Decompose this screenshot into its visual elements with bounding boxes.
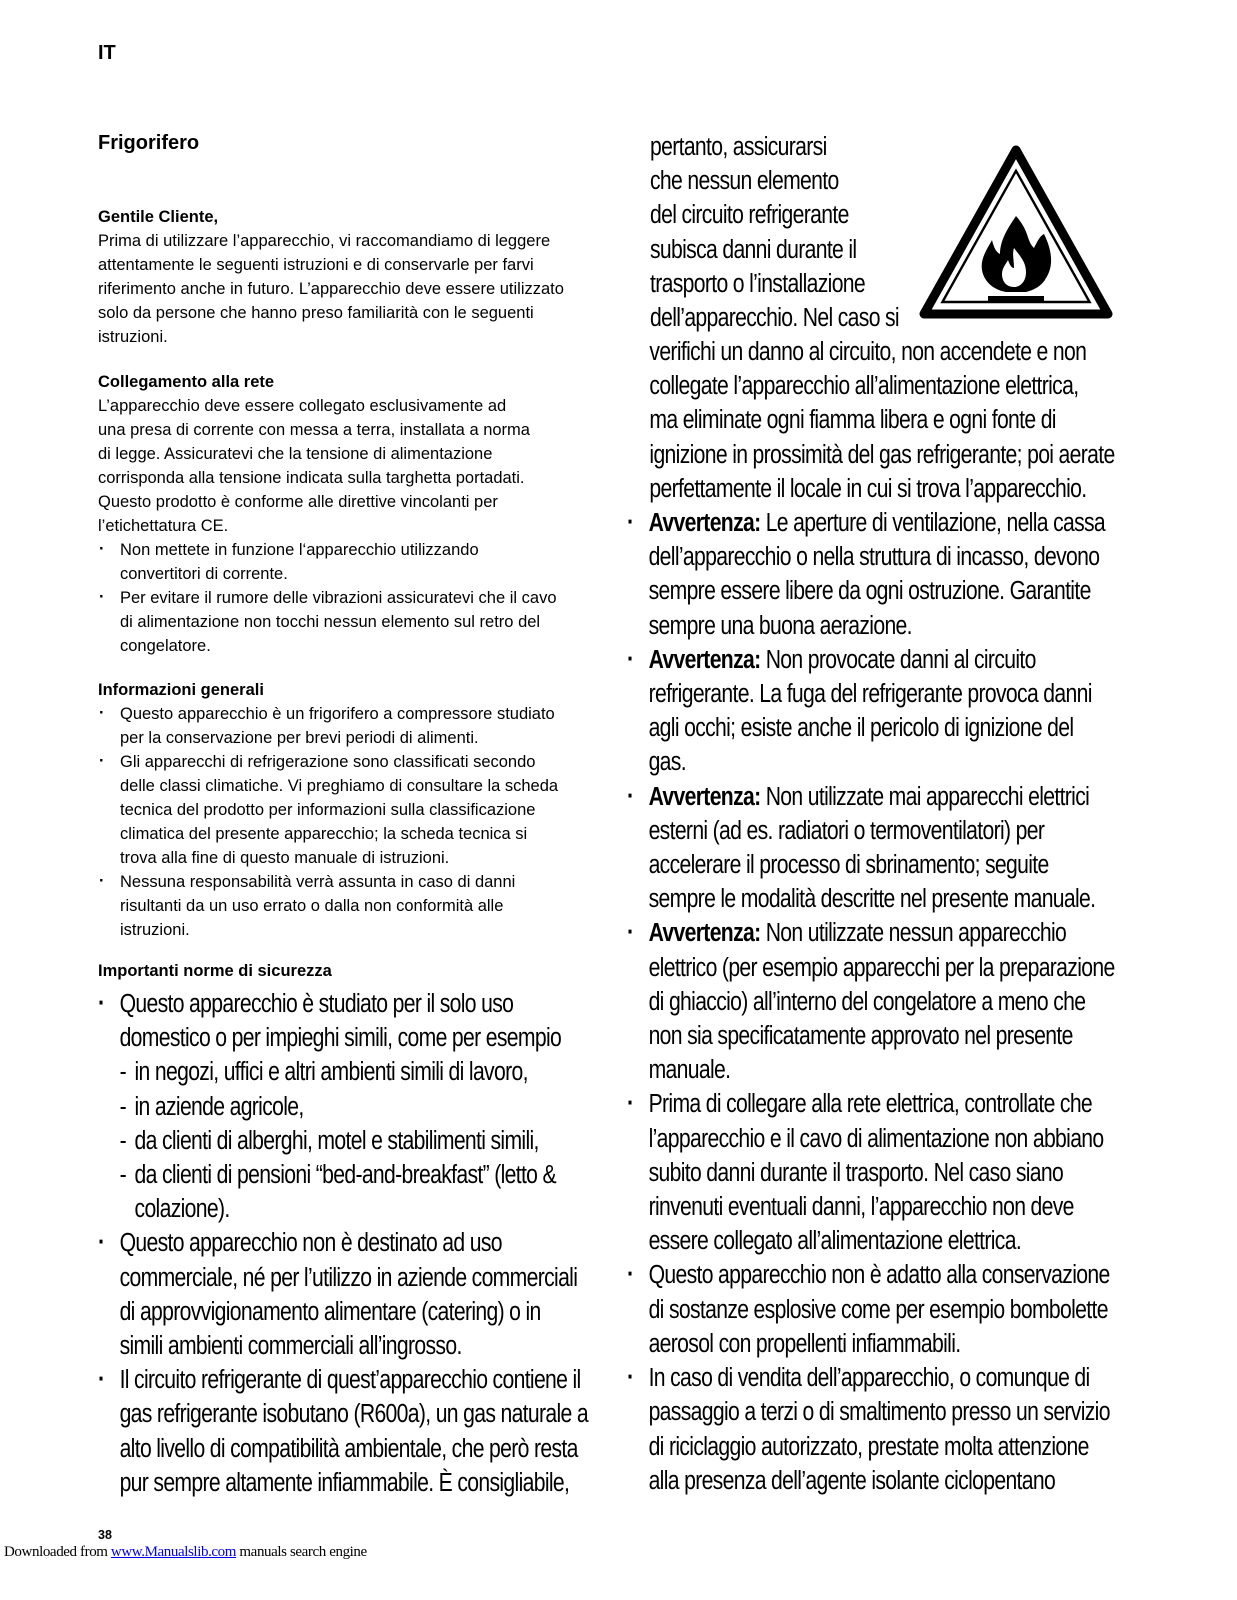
list-item-line: subito danni durante il trasporto. Nel caso siano [648, 1158, 1064, 1187]
connection-line: Questo prodotto è conforme alle direttive vincolanti per [98, 493, 498, 511]
list-item-line: accelerare il processo di sbrinamento; seguite [648, 851, 1049, 880]
list-item-line: commerciale, né per l’utilizzo in aziende commerciali [119, 1263, 578, 1292]
list-item-line: trova alla fine di questo manuale di istruzioni. [120, 849, 450, 867]
list-item-line: risultanti da un uso errato o dalla non conformità alle [120, 897, 504, 915]
greeting-line: Prima di utilizzare l’apparecchio, vi raccomandiamo di leggere [98, 232, 551, 250]
list-item-line: di riciclaggio autorizzato, prestate molta attenzione [648, 1432, 1089, 1461]
text-line: del circuito refrigerante [650, 201, 849, 230]
list-item [627, 916, 1117, 1087]
list-item-line: di approvvigionamento alimentare (catering) o in [119, 1297, 541, 1326]
list-item [627, 1258, 1117, 1361]
list-item-line: rinvenuti eventuali danni, l’apparecchio non deve [648, 1193, 1074, 1222]
list-item-line: passaggio a terzi o di smaltimento presso un servizio [648, 1398, 1110, 1427]
sub-list-item [120, 1158, 613, 1226]
list-item-line: di sostanze esplosive come per esempio bombolette [648, 1295, 1108, 1324]
warning-label: Avvertenza: [648, 782, 761, 811]
list-item-line: · In caso di vendita dell’apparecchio, o comunque di [648, 1364, 1090, 1393]
list-item-line: non sia specificatamente approvato nel presente [648, 1022, 1073, 1051]
list-item [627, 1361, 1117, 1498]
connection-line: L’apparecchio deve essere collegato esclusivamente ad [98, 397, 507, 415]
greeting-heading: Gentile Cliente, [98, 208, 219, 226]
connection-section [98, 370, 598, 658]
connection-heading: Collegamento alla rete [98, 373, 275, 391]
list-item [98, 1226, 613, 1363]
list-item-line: pur sempre altamente infiammabile. È consigliabile, [119, 1468, 570, 1497]
list-item-line: sempre una buona aerazione. [648, 611, 912, 640]
list-item-line: esterni (ad es. radiatori o termoventilatori) per [648, 816, 1045, 845]
list-item-line: climatica del presente apparecchio; la scheda tecnica si [120, 825, 528, 843]
list-item-line: gas. [648, 748, 686, 777]
text-line: trasporto o l’installazione [650, 269, 866, 298]
list-item-line: · Questo apparecchio non è destinato ad uso [119, 1229, 502, 1258]
list-item-line: · Gli apparecchi di refrigerazione sono classificati secondo [120, 753, 536, 771]
list-item-line: per la conservazione per brevi periodi di alimenti. [120, 729, 479, 747]
column2-intro [650, 130, 924, 335]
greeting-line: istruzioni. [98, 328, 168, 346]
list-item-line: aerosol con propellenti infiammabili. [648, 1329, 961, 1358]
greeting-line: riferimento anche in futuro. L’apparecchio deve essere utilizzato [98, 280, 564, 298]
text-line: dell’apparecchio. Nel caso si [650, 304, 899, 333]
list-item-line: dell’apparecchio o nella struttura di incasso, devono [648, 543, 1100, 572]
list-item-line: · Questo apparecchio è un frigorifero a compressore studiato [120, 705, 555, 723]
list-item-line: tecnica del prodotto per informazioni sulla classificazione [120, 801, 536, 819]
warning-label: Avvertenza: [648, 919, 761, 948]
warning-label: Avvertenza: [648, 509, 761, 538]
list-item-line: alto livello di compatibilità ambientale, che però resta [119, 1434, 578, 1463]
list-item [98, 538, 598, 586]
language-code: IT [98, 42, 116, 64]
text-line: collegate l’apparecchio all’alimentazione elettrica, [649, 372, 1079, 401]
list-item-text: Non utilizzate nessun apparecchio [760, 919, 1067, 948]
list-item-line: di alimentazione non tocchi nessun elemento sul retro del [120, 613, 541, 631]
sub-list-item-line: - da clienti di pensioni “bed-and-breakfast” (letto & [134, 1161, 556, 1190]
list-item-line: alla presenza dell’agente isolante ciclopentano [648, 1466, 1056, 1495]
sub-list-item: - da clienti di alberghi, motel e stabilimenti simili, [120, 1124, 613, 1158]
list-item-line: · Nessuna responsabilità verrà assunta in caso di danni [120, 873, 516, 891]
list-item-text: Non utilizzate mai apparecchi elettrici [760, 782, 1090, 811]
list-item-line: convertitori di corrente. [120, 565, 288, 583]
list-item-line: · Per evitare il rumore delle vibrazioni assicuratevi che il cavo [120, 589, 557, 607]
greeting-line: solo da persone che hanno preso familiarità con le seguenti [98, 304, 534, 322]
connection-line: di legge. Assicuratevi che la tensione di alimentazione [98, 445, 493, 463]
list-item-line: · Il circuito refrigerante di quest’apparecchio contiene il [119, 1366, 581, 1395]
list-item [627, 1087, 1117, 1258]
page-number: 38 [98, 1528, 112, 1542]
sub-list-item: - in aziende agricole, [120, 1090, 613, 1124]
list-item-line: manuale. [648, 1056, 731, 1085]
sub-list-item-line: colazione). [134, 1195, 230, 1224]
list-item-line: l’apparecchio e il cavo di alimentazione non abbiano [648, 1124, 1104, 1153]
column2-body [627, 335, 1117, 1498]
sub-list-item: - in negozi, uffici e altri ambienti simili di lavoro, [120, 1055, 613, 1089]
list-item [98, 750, 598, 870]
warning-label: Avvertenza: [648, 645, 761, 674]
page-title: Frigorifero [98, 132, 200, 154]
list-item [98, 702, 598, 750]
list-item-line: delle classi climatiche. Vi preghiamo di consultare la scheda [120, 777, 559, 795]
flammable-warning-icon [918, 144, 1114, 320]
list-item-line: agli occhi; esiste anche il pericolo di ignizione del [648, 714, 1074, 743]
list-item-line: simili ambienti commerciali all’ingrosso. [119, 1332, 462, 1361]
list-item-line: · Questo apparecchio è studiato per il solo uso [119, 990, 514, 1018]
safety-heading: Importanti norme di sicurezza [98, 962, 332, 980]
list-item-line: sempre essere libere da ogni ostruzione. Garantite [648, 577, 1091, 606]
list-item-line: refrigerante. La fuga del refrigerante provoca danni [648, 680, 1092, 709]
text-line: verifichi un danno al circuito, non accendete e non [649, 338, 1087, 366]
text-line: che nessun elemento [650, 167, 839, 196]
list-item-line: gas refrigerante isobutano (R600a), un gas naturale a [119, 1400, 588, 1429]
list-item-line: · Non mettete in funzione l‘apparecchio utilizzando [120, 541, 479, 559]
connection-line: corrisponda alla tensione indicata sulla targhetta portadati. [98, 469, 525, 487]
greeting-section [98, 205, 598, 349]
text-line: ignizione in prossimità del gas refrigerante; poi aerate [649, 440, 1115, 469]
download-footer [4, 1544, 367, 1561]
list-item-line: · Questo apparecchio non è adatto alla conservazione [648, 1261, 1110, 1290]
list-item-line: · Prima di collegare alla rete elettrica, controllate che [648, 1090, 1093, 1119]
connection-line: l’etichettatura CE. [98, 517, 229, 535]
sub-list [120, 1055, 613, 1226]
list-item [627, 506, 1117, 643]
list-item-line: congelatore. [120, 637, 211, 655]
manualslib-link[interactable]: www.Manualslib.com [110, 1544, 237, 1560]
general-info-section [98, 678, 598, 942]
list-item-line: istruzioni. [120, 921, 190, 939]
text-line: perfettamente il locale in cui si trova l’apparecchio. [649, 474, 1087, 503]
general-info-bullets [98, 702, 598, 942]
footer-suffix: manuals search engine [236, 1544, 367, 1560]
safety-section [98, 987, 613, 1500]
text-line: ma eliminate ogni fiamma libera e ogni fonte di [649, 406, 1056, 435]
list-item [627, 780, 1117, 917]
list-item-line: elettrico (per esempio apparecchi per la preparazione [648, 953, 1115, 982]
list-item-text: Non provocate danni al circuito [760, 645, 1036, 674]
list-item [98, 1363, 613, 1500]
connection-bullets [98, 538, 598, 658]
connection-line: una presa di corrente con messa a terra, installata a norma [98, 421, 530, 439]
list-item-line: sempre le modalità descritte nel presente manuale. [648, 885, 1096, 914]
list-item-text: Le aperture di ventilazione, nella cassa [760, 509, 1106, 538]
list-item-line: domestico o per impieghi simili, come per esempio [119, 1024, 562, 1053]
list-item-line: essere collegato all’alimentazione elettrica. [648, 1227, 1022, 1256]
list-item [98, 870, 598, 942]
list-item [627, 643, 1117, 780]
text-line: pertanto, assicurarsi [650, 133, 827, 161]
footer-prefix: Downloaded from [4, 1544, 111, 1560]
text-line: subisca danni durante il [650, 235, 857, 264]
greeting-line: attentamente le seguenti istruzioni e di conservarle per farvi [98, 256, 534, 274]
list-item [98, 586, 598, 658]
list-item [98, 987, 613, 1226]
general-info-heading: Informazioni generali [98, 681, 264, 699]
list-item-line: di ghiaccio) all’interno del congelatore a meno che [648, 987, 1086, 1016]
